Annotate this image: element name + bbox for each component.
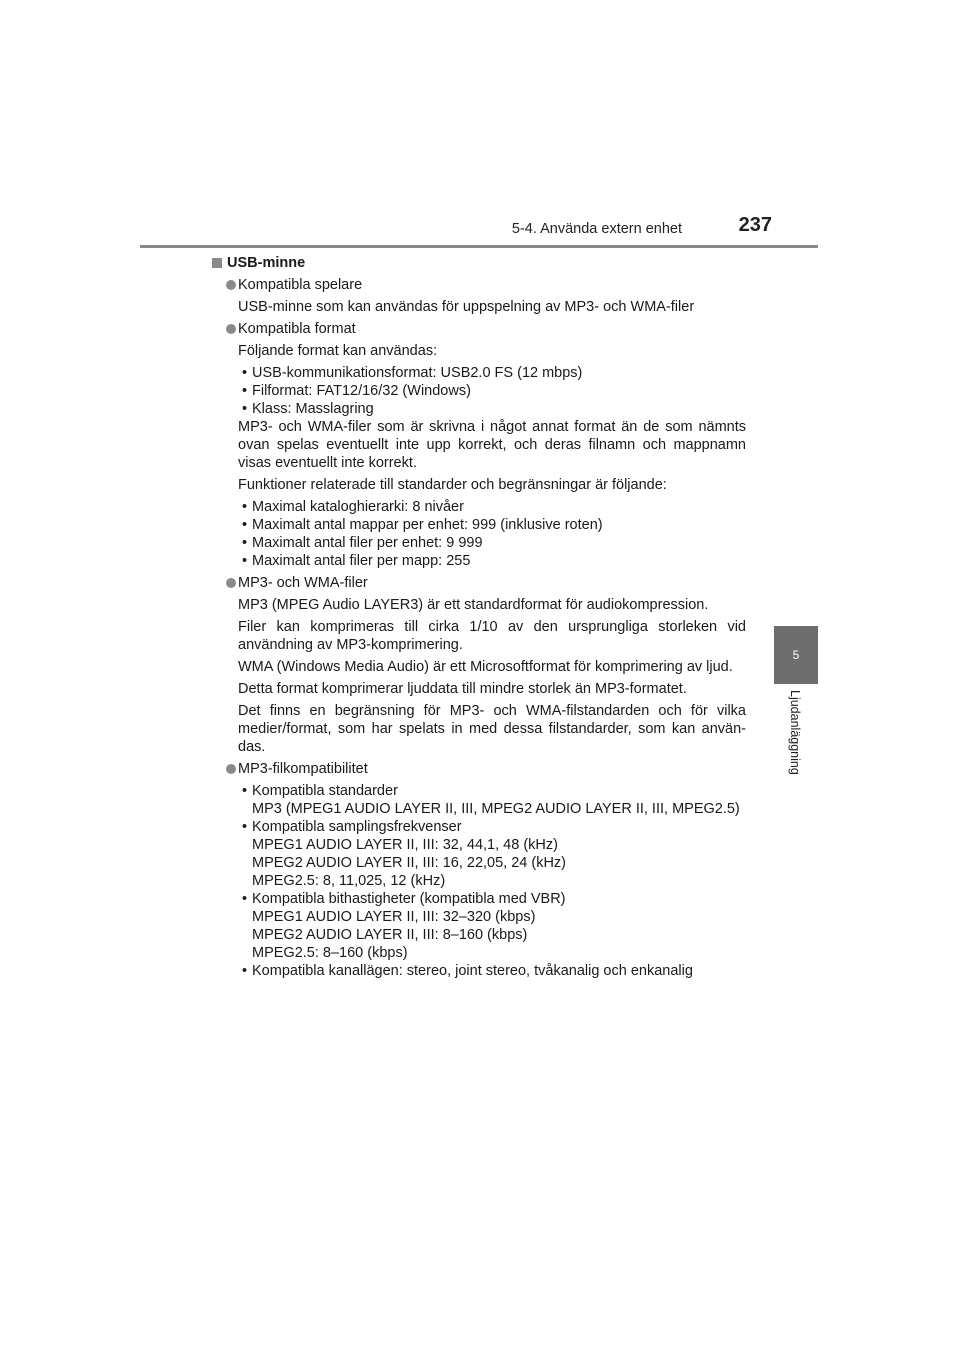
subheading-text: MP3-filkompatibilitet <box>238 761 368 777</box>
limits-list <box>212 498 746 570</box>
chapter-label <box>782 690 810 800</box>
subheading-text: Kompatibla format <box>238 321 356 337</box>
paragraph: WMA (Windows Media Audio) är ett Microsoftformat för komprimering av ljud. <box>238 659 733 675</box>
subheading-compatible-formats <box>212 320 746 338</box>
list-subitem: MPEG2.5: 8–160 (kbps) <box>252 945 408 961</box>
list-item: • Maximalt antal filer per mapp: 255 <box>242 553 471 569</box>
format-list <box>212 364 746 418</box>
list-item: • Kompatibla kanallägen: stereo, joint stereo, tvåkanalig och enkanalig <box>242 963 693 979</box>
subheading-text: Kompatibla spelare <box>238 277 363 293</box>
subheading-compatible-players <box>212 276 746 294</box>
circle-bullet-icon <box>226 324 236 334</box>
subheading-mp3-compatibility <box>212 760 746 778</box>
page-header <box>140 214 818 248</box>
paragraph: Följande format kan användas: <box>238 343 438 359</box>
section-heading-text: USB-minne <box>227 255 306 271</box>
header-rule <box>140 245 818 248</box>
list-subitem: MP3 (MPEG1 AUDIO LAYER II, III, MPEG2 AUDIO LAYER II, III, MPEG2.5) <box>252 801 740 817</box>
list-subitem: MPEG1 AUDIO LAYER II, III: 32, 44,1, 48 (kHz) <box>252 837 558 853</box>
paragraph: Funktioner relaterade till standarder och begränsningar är följande: <box>238 477 667 493</box>
list-item: • Filformat: FAT12/16/32 (Windows) <box>242 383 471 399</box>
list-subitem: MPEG2 AUDIO LAYER II, III: 8–160 (kbps) <box>252 927 528 943</box>
chapter-tab: 5 <box>774 626 818 684</box>
paragraph: USB-minne som kan användas för uppspelning av MP3- och WMA-filer <box>238 299 695 315</box>
list-item: • Klass: Masslagring <box>242 401 374 417</box>
paragraph: MP3- och WMA-filer som är skrivna i något annat format än de som nämnts ovan spelas eventuellt inte upp korrekt, och deras filnamn och mappnamn visas eventuellt inte korrekt. <box>238 419 746 471</box>
paragraph: Filer kan komprimeras till cirka 1/10 av den ursprungliga storleken vid användning av MP3-komprimering. <box>238 619 746 653</box>
paragraph: Detta format komprimerar ljuddata till mindre storlek än MP3-formatet. <box>238 681 687 697</box>
list-item: • USB-kommunikationsformat: USB2.0 FS (12 mbps) <box>242 365 583 381</box>
subheading-text: MP3- och WMA-filer <box>238 575 368 591</box>
list-item: • Kompatibla samplingsfrekvenser <box>242 819 462 835</box>
section-heading <box>212 254 746 272</box>
page-number: 237 <box>738 214 772 236</box>
list-item: • Kompatibla bithastigheter (kompatibla med VBR) <box>242 891 566 907</box>
list-subitem: MPEG2 AUDIO LAYER II, III: 16, 22,05, 24 (kHz) <box>252 855 567 871</box>
section-title: 5-4. Använda extern enhet <box>511 221 682 237</box>
paragraph: Det finns en begränsning för MP3- och WMA-filstandarden och för vilka medier/format, som har spelats in med dessa filstandarder, som kan använ-das. <box>238 703 746 755</box>
compatibility-list <box>212 782 746 980</box>
list-item: • Kompatibla standarder <box>242 783 398 799</box>
paragraph: MP3 (MPEG Audio LAYER3) är ett standardformat för audiokompression. <box>238 597 709 613</box>
circle-bullet-icon <box>226 280 236 290</box>
list-subitem: MPEG2.5: 8, 11,025, 12 (kHz) <box>252 873 446 889</box>
list-item: • Maximalt antal filer per enhet: 9 999 <box>242 535 483 551</box>
circle-bullet-icon <box>226 764 236 774</box>
circle-bullet-icon <box>226 578 236 588</box>
list-subitem: MPEG1 AUDIO LAYER II, III: 32–320 (kbps) <box>252 909 536 925</box>
list-item: • Maximalt antal mappar per enhet: 999 (inklusive roten) <box>242 517 603 533</box>
square-bullet-icon <box>212 258 222 268</box>
chapter-label-text: Ljudanläggning <box>788 690 802 775</box>
list-item: • Maximal kataloghierarki: 8 nivåer <box>242 499 464 515</box>
subheading-mp3-wma-files <box>212 574 746 592</box>
page-content <box>212 254 746 984</box>
